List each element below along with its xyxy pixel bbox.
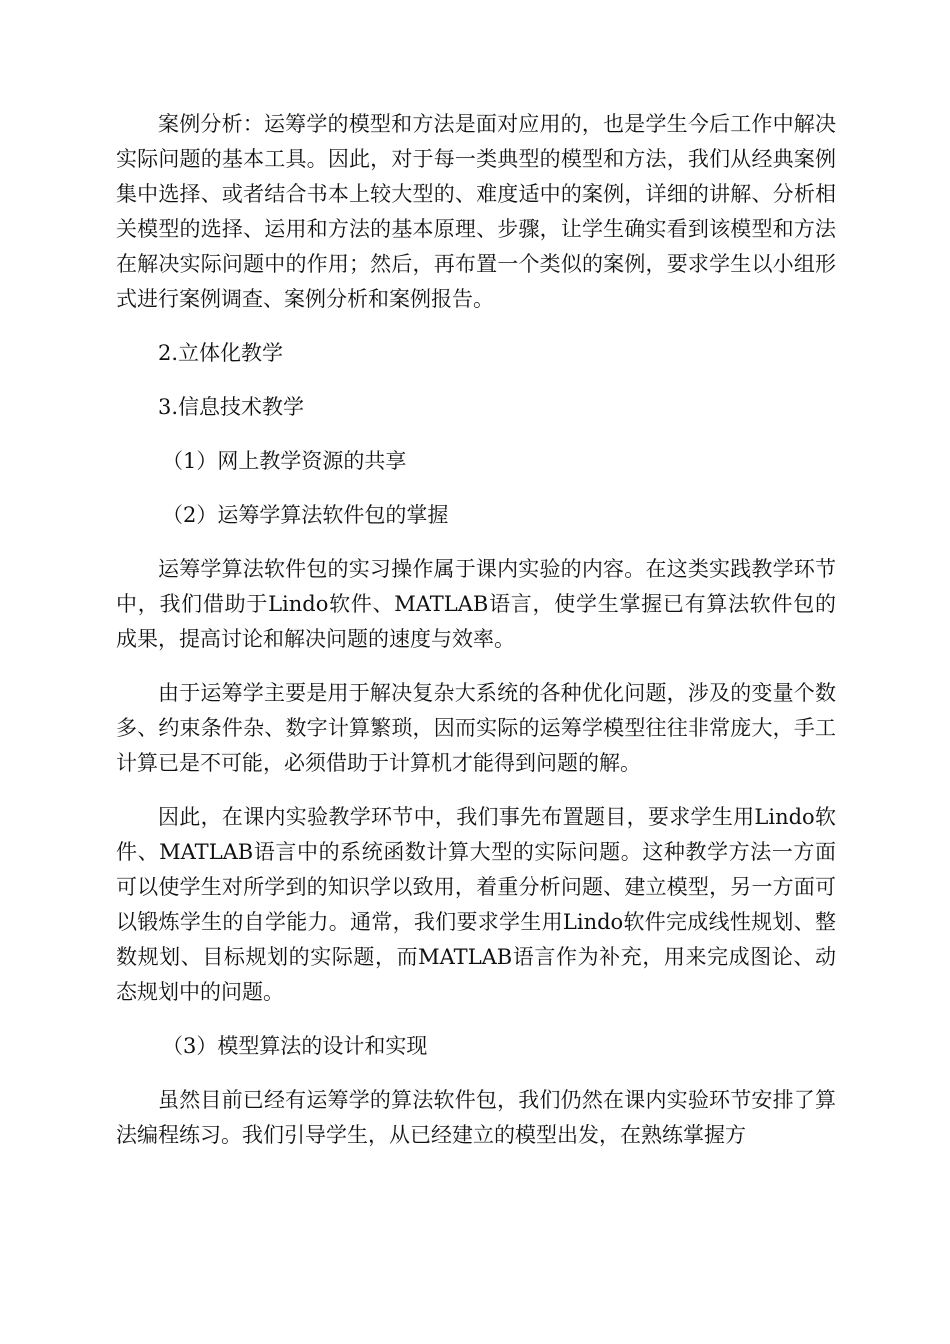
subheading-online-resources: （1）网上教学资源的共享 <box>162 449 407 473</box>
document-body <box>116 107 836 1172</box>
subheading-algorithm-design: （3）模型算法的设计和实现 <box>162 1034 428 1058</box>
paragraph-lab-assignments: 因此，在课内实验教学环节中，我们事先布置题目，要求学生用Lindo软件、MATLAB语言中的系统函数计算大型的实际问题。这种教学方法一方面可以使学生对所学到的知识学以致用，着重分析问题、建立模型，另一方面可以锻炼学生的自学能力。通常，我们要求学生用Lindo软件完成线性规划、整数规划、目标规划的实际题，而MATLAB语言作为补充，用来完成图论、动态规划中的问题。 <box>116 805 836 1004</box>
paragraph-optimization-problems: 由于运筹学主要是用于解决复杂大系统的各种优化问题，涉及的变量个数多、约束条件杂、数字计算繁琐，因而实际的运筹学模型往往非常庞大，手工计算已是不可能，必须借助于计算机才能得到问题的解。 <box>116 681 836 775</box>
paragraph-case-analysis: 案例分析：运筹学的模型和方法是面对应用的，也是学生今后工作中解决实际问题的基本工具。因此，对于每一类典型的模型和方法，我们从经典案例集中选择、或者结合书本上较大型的、难度适中的案例，详细的讲解、分析相关模型的选择、运用和方法的基本原理、步骤，让学生确实看到该模型和方法在解决实际问题中的作用；然后，再布置一个类似的案例，要求学生以小组形式进行案例调查、案例分析和案例报告。 <box>116 112 836 311</box>
heading-it-teaching: 3.信息技术教学 <box>158 395 305 419</box>
paragraph-software-practice: 运筹学算法软件包的实习操作属于课内实验的内容。在这类实践教学环节中，我们借助于Lindo软件、MATLAB语言，使学生掌握已有算法软件包的成果，提高讨论和解决问题的速度与效率。 <box>116 557 836 651</box>
heading-3d-teaching: 2.立体化教学 <box>158 341 284 365</box>
subheading-software-package: （2）运筹学算法软件包的掌握 <box>162 503 449 527</box>
paragraph-programming-practice: 虽然目前已经有运筹学的算法软件包，我们仍然在课内实验环节安排了算法编程练习。我们引导学生，从已经建立的模型出发，在熟练掌握方 <box>116 1088 836 1147</box>
